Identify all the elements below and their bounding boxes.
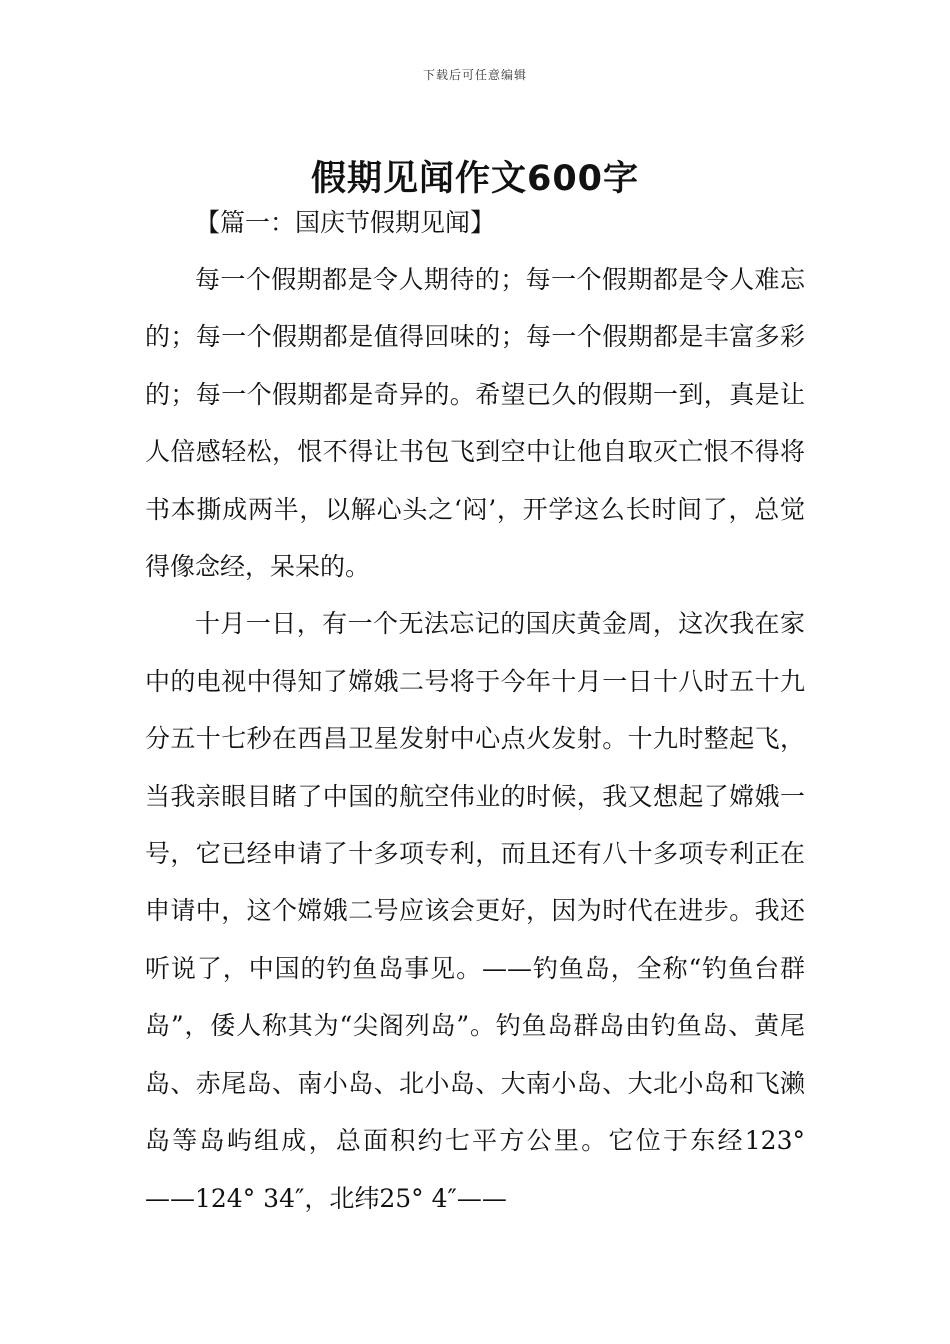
document-body [145,194,805,1227]
document-title: 假期见闻作文600字 [310,159,640,200]
section-heading: 【篇一：国庆节假期见闻】 [195,208,496,237]
header-note: 下载后可任意编辑 [422,68,527,82]
paragraph-2: 十月一日，有一个无法忘记的国庆黄金周，这次我在家中的电视中得知了嫦娥二号将于今年十月一日十八时五十九分五十七秒在西昌卫星发射中心点火发射。十九时整起飞，当我亲眼目睹了中国的航空伟业的时候，我又想起了嫦娥一号，它已经申请了十多项专利，而且还有八十多项专利正在申请中，这个嫦娥二号应该会更好，因为时代在进步。我还听说了，中国的钓鱼岛事见。——钓鱼岛，全称“钓鱼台群岛”，倭人称其为“尖阁列岛”。钓鱼岛群岛由钓鱼岛、黄尾岛、赤尾岛、南小岛、北小岛、大南小岛、大北小岛和飞濑岛等岛屿组成，总面积约七平方公里。它位于东经123° ——124° 34″，北纬25° 4″—— [145,609,805,1213]
paragraph-1: 每一个假期都是令人期待的；每一个假期都是令人难忘的；每一个假期都是值得回味的；每一个假期都是丰富多彩的；每一个假期都是奇异的。希望已久的假期一到，真是让人倍感轻松，恨不得让书包飞到空中让他自取灭亡恨不得将书本撕成两半，以解心头之‘闷’，开学这么长时间了，总觉得像念经，呆呆的。 [145,265,805,582]
